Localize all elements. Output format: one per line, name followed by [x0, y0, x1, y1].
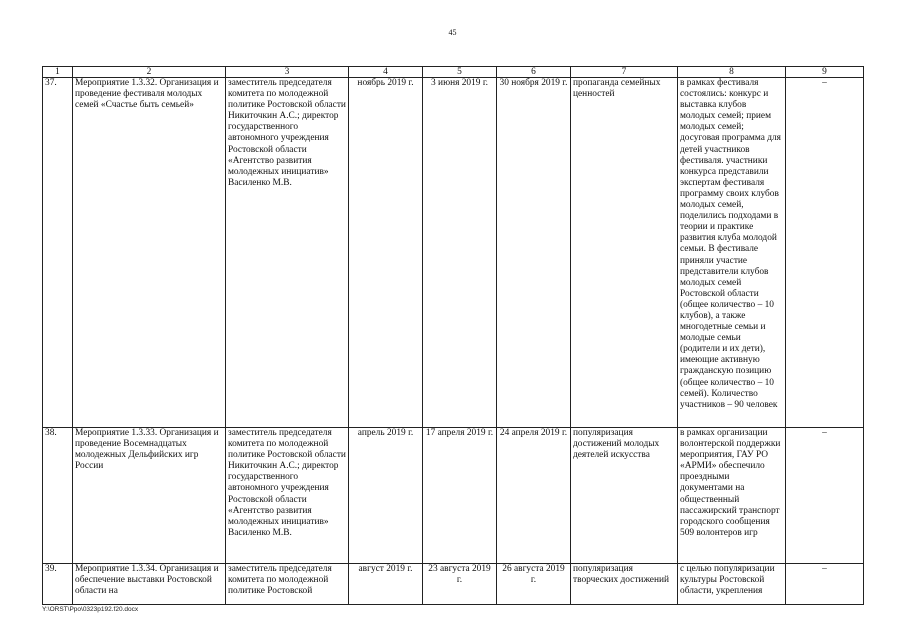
start-date-cell: 17 апреля 2019 г.	[423, 428, 497, 564]
end-date-cell: 30 ноября 2019 г.	[497, 78, 571, 428]
table-row	[43, 78, 864, 428]
table-row	[43, 564, 864, 605]
reasons-cell: –	[786, 428, 864, 564]
reasons-cell: –	[786, 564, 864, 605]
column-number-9: 9	[786, 67, 864, 78]
event-cell: Мероприятие 1.3.33. Организация и проведение Восемнадцатых молодежных Дельфийских игр России	[73, 428, 226, 564]
event-cell: Мероприятие 1.3.32. Организация и проведение фестиваля молодых семей «Счастье быть семьей»	[73, 78, 226, 428]
event-cell: Мероприятие 1.3.34. Организация и обеспечение выставки Ростовской области на	[73, 564, 226, 605]
column-number-3: 3	[226, 67, 349, 78]
responsible-cell: заместитель председателя комитета по молодежной политике Ростовской области Никиточкин А.С.; директор государственного автономного учреждения Ростовской области «Агентство развития молодежных инициатив» Василенко М.В.	[226, 78, 349, 428]
end-date-cell: 24 апреля 2019 г.	[497, 428, 571, 564]
row-number: 37.	[43, 78, 73, 428]
end-date-cell: 26 августа 2019 г.	[497, 564, 571, 605]
responsible-cell: заместитель председателя комитета по молодежной политике Ростовской области Никиточкин А.С.; директор государственного автономного учреждения Ростовской области «Агентство развития молодежных инициатив» Василенко М.В.	[226, 428, 349, 564]
planned-date-cell: апрель 2019 г.	[349, 428, 423, 564]
row-number: 39.	[43, 564, 73, 605]
column-number-7: 7	[571, 67, 678, 78]
column-number-4: 4	[349, 67, 423, 78]
actual-result-cell: в рамках фестиваля состоялись: конкурс и выставка клубов молодых семей; прием молодых семей; досуговая программа для детей участников фестиваля. участники конкурса представили экспертам фестиваля программу своих клубов молодых семей, поделились подходами в теории и практике развития клуба молодой семьи. В фестивале приняли участие представители клубов молодых семей Ростовской области (общее количество – 10 клубов), а также многодетные семьи и молодые семьи (родители и их дети), имеющие активную гражданскую позицию (общее количество – 10 семей). Количество участников – 90 человек	[678, 78, 786, 428]
document-file-path: Y:\ORST\Ppo\0323p192.f20.docx	[42, 606, 139, 613]
report-table	[42, 66, 864, 605]
expected-result-cell: популяризация творческих достижений	[571, 564, 678, 605]
column-number-header-row	[43, 67, 864, 78]
planned-date-cell: ноябрь 2019 г.	[349, 78, 423, 428]
column-number-6: 6	[497, 67, 571, 78]
actual-result-cell: в рамках организации волонтерской поддержки мероприятия, ГАУ РО «АРМИ» обеспечило проездными документами на общественный пассажирский транспорт городского сообщения 509 волонтеров игр	[678, 428, 786, 564]
start-date-cell: 3 июня 2019 г.	[423, 78, 497, 428]
planned-date-cell: август 2019 г.	[349, 564, 423, 605]
start-date-cell: 23 августа 2019 г.	[423, 564, 497, 605]
reasons-cell: –	[786, 78, 864, 428]
actual-result-cell: с целью популяризации культуры Ростовской области, укрепления	[678, 564, 786, 605]
expected-result-cell: пропаганда семейных ценностей	[571, 78, 678, 428]
row-number: 38.	[43, 428, 73, 564]
column-number-1: 1	[43, 67, 73, 78]
column-number-8: 8	[678, 67, 786, 78]
expected-result-cell: популяризация достижений молодых деятелей искусства	[571, 428, 678, 564]
column-number-5: 5	[423, 67, 497, 78]
column-number-2: 2	[73, 67, 226, 78]
page-number: 45	[448, 28, 457, 37]
responsible-cell: заместитель председателя комитета по молодежной политике Ростовской	[226, 564, 349, 605]
table-row	[43, 428, 864, 564]
